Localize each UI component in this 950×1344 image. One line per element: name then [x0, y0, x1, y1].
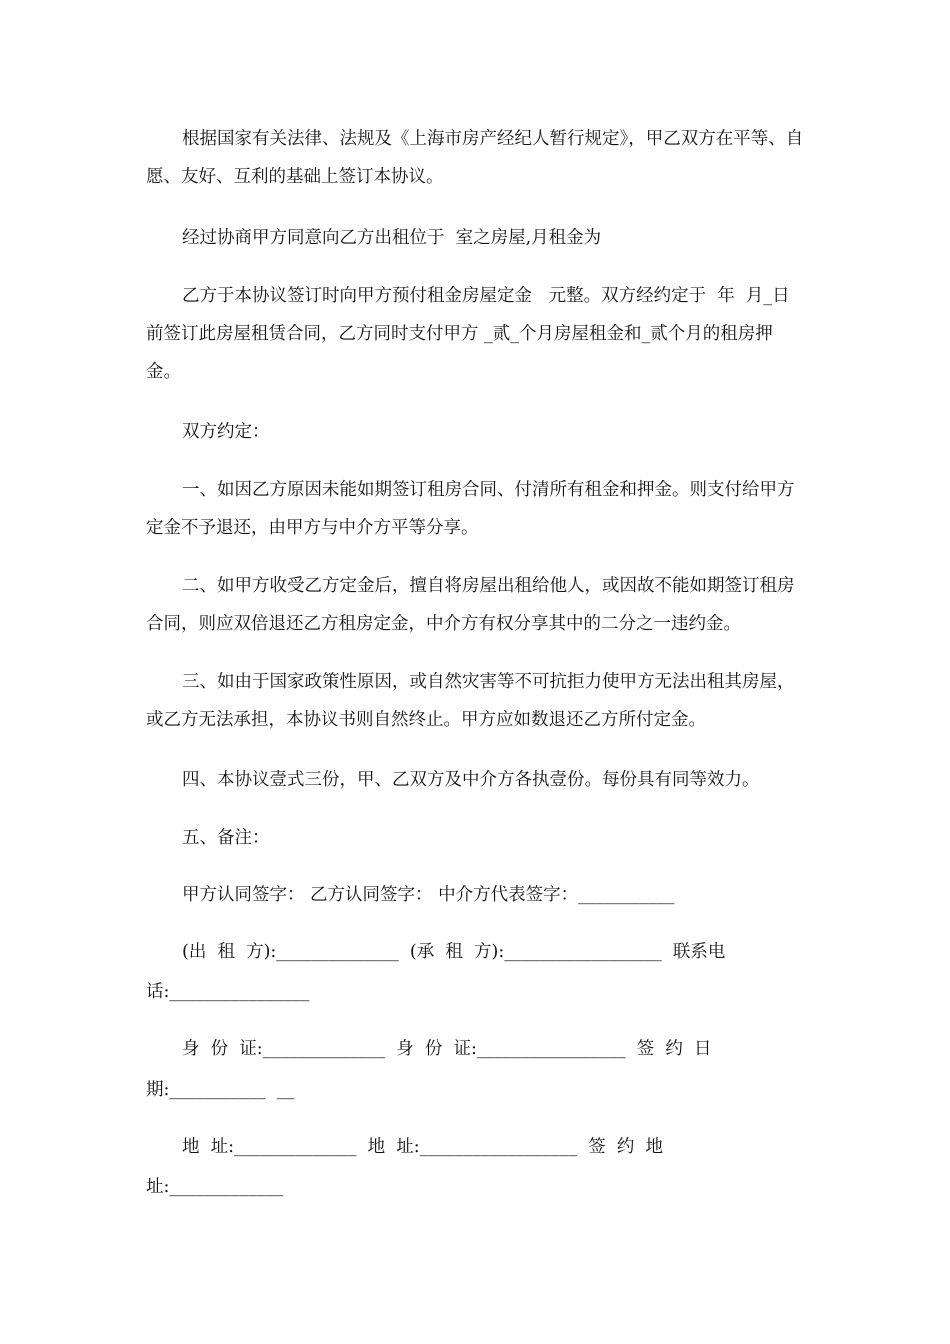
paragraph-intro: 根据国家有关法律、法规及《上海市房产经纪人暂行规定》，甲乙双方在平等、自愿、友好、互利的基础上签订本协议。	[146, 129, 804, 187]
clause-5-remarks: 五、备注：	[182, 828, 270, 848]
phone-line: 话:________________	[146, 982, 310, 1002]
clause-2: 二、如甲方收受乙方定金后，擅自将房屋出租给他人，或因故不能如期签订租房合同，则应双倍退还乙方租房定金，中介方有权分享其中的二分之一违约金。	[146, 576, 795, 634]
party-contact-line: (出 租 方):______________ (承 租 方):__________________ 联系电	[182, 942, 726, 962]
clause-4: 四、本协议壹式三份，甲、乙双方及中介方各执壹份。每份具有同等效力。	[182, 770, 760, 790]
paragraph-rent: 经过协商甲方同意向乙方出租位于 室之房屋,月租金为	[182, 228, 602, 248]
paragraph-agreement-heading: 双方约定：	[182, 422, 270, 442]
clause-3: 三、如由于国家政策性原因，或自然灾害等不可抗拒力使甲方无法出租其房屋，或乙方无法承担，本协议书则自然终止。甲方应如数退还乙方所付定金。	[146, 672, 795, 730]
clause-1: 一、如因乙方原因未能如期签订租房合同、付清所有租金和押金。则支付给甲方定金不予退还，由甲方与中介方平等分享。	[146, 480, 795, 538]
signature-line: 甲方认同签字： 乙方认同签字： 中介方代表签字：___________	[182, 885, 675, 905]
paragraph-deposit: 乙方于本协议签订时向甲方预付租金房屋定金 元整。双方经约定于 年 月_日前签订此房屋租赁合同，乙方同时支付甲方 _贰_个月房屋租金和_贰个月的租房押金。	[146, 286, 790, 382]
sign-place-line: 址:_____________	[146, 1177, 284, 1197]
address-line: 地 址:______________ 地 址:__________________ 签 约 地	[182, 1137, 664, 1157]
id-card-line: 身 份 证:______________ 身 份 证:_________________ 签 约 日	[182, 1039, 712, 1059]
sign-date-line: 期:___________ __	[146, 1080, 295, 1100]
